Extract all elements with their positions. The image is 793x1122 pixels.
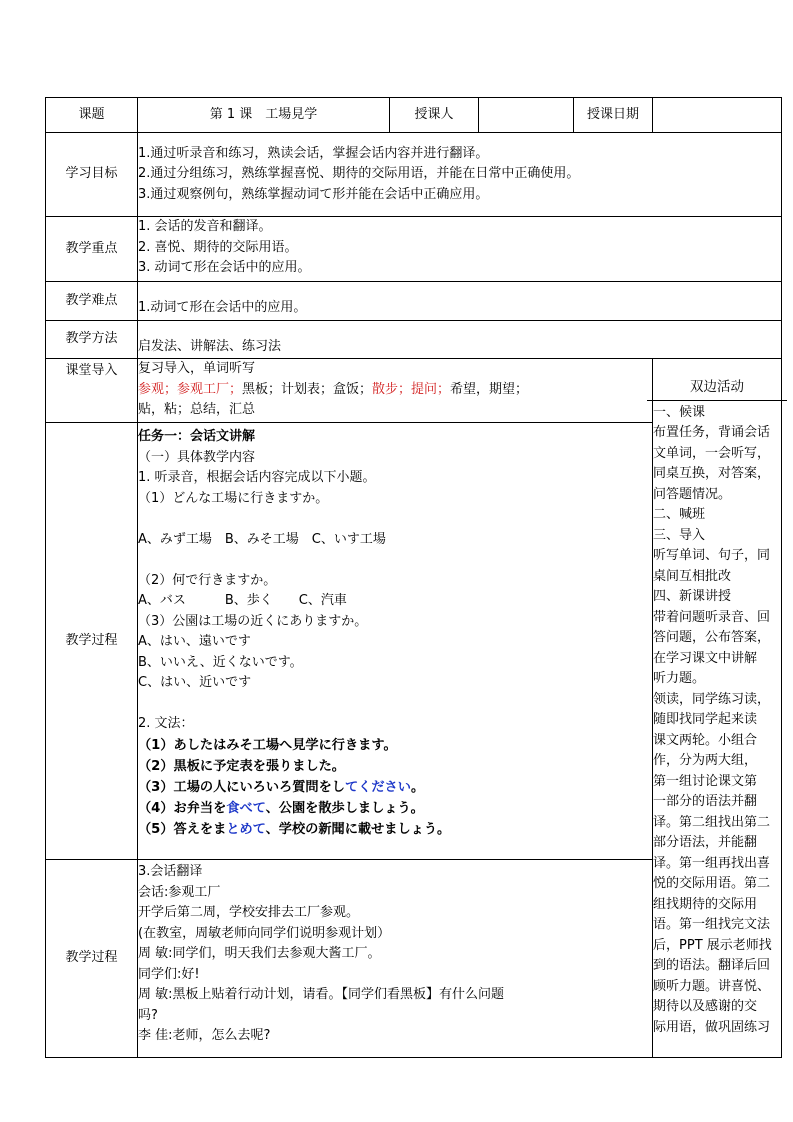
activity-line: 后，PPT 展示老师找 xyxy=(653,937,772,953)
activity-line: 第一组讨论课文第 xyxy=(653,773,758,789)
grammar-item xyxy=(138,777,652,798)
activity-line: 同桌互换，对答案， xyxy=(653,466,771,481)
objective-item: 2.通过分组练习，熟练掌握喜悦、期待的交际用语，并能在日常中正确使用。 xyxy=(138,166,580,182)
grammar-highlight: 食べて xyxy=(226,800,266,816)
methods-row xyxy=(46,321,782,359)
vocab-red-c: 散步；提问； xyxy=(372,381,451,397)
activities-title: 双边活动 xyxy=(690,379,745,395)
activity-line: 课文两轮。小组合 xyxy=(653,732,758,748)
header-row xyxy=(46,98,782,133)
spacer xyxy=(138,550,652,571)
activity-line: 问答题情况。 xyxy=(653,486,732,502)
key-point-item: 3. 动词て形在会话中的应用。 xyxy=(138,260,311,275)
grammar-text: （3）工場の人にいろいろ質問をし xyxy=(138,779,345,795)
objectives-label: 学习目标 xyxy=(46,133,138,217)
grammar-text: 、学校の新聞に載せましょう。 xyxy=(265,821,451,837)
activity-line: 随即找同学起来读 xyxy=(653,712,758,727)
activity-line: 领读，同学练习读， xyxy=(653,691,771,707)
activity-line: 听力题。 xyxy=(653,671,706,686)
difficulties-content xyxy=(138,282,782,321)
spacer xyxy=(138,694,652,715)
activity-line: 译。第二组找出第二 xyxy=(653,814,771,830)
intro-vocab xyxy=(138,380,652,401)
dialogue-line: 开学后第二周，学校安排去工厂参观。 xyxy=(138,905,360,920)
activity-line: 到的语法。翻译后回 xyxy=(653,958,771,973)
topic-value: 第 1 课 工場見学 xyxy=(138,98,390,133)
activity-line: 带着问题听录音、回 xyxy=(653,609,771,625)
activity-line: 悦的交际用语。第二 xyxy=(653,876,771,891)
activity-line: 在学习课文中讲解 xyxy=(653,650,758,666)
difficulty-item: 1.动词て形在会话中的应用。 xyxy=(138,299,307,315)
activity-line: 布置任务，背诵会话 xyxy=(653,425,771,440)
activity-line: 部分语法，并能翻 xyxy=(653,835,758,850)
question-1: （1）どんな工場に行きますか。 xyxy=(138,490,329,506)
vocab-red-a: 参观；参观工厂； xyxy=(138,381,243,397)
key-points-label: 教学重点 xyxy=(46,217,138,282)
objective-item: 3.通过观察例句，熟练掌握动词て形并能在会话中正确应用。 xyxy=(138,186,489,202)
date-value xyxy=(653,98,782,133)
question-2: （2）何で行きますか。 xyxy=(138,572,277,588)
activities-column xyxy=(653,359,782,1058)
task-title: 任务一：会话文讲解 xyxy=(138,429,256,444)
dialogue-line: (在教室，周敏老师向同学们说明参观计划） xyxy=(138,925,391,941)
objectives-content xyxy=(138,133,782,217)
activities-divider xyxy=(647,400,787,401)
activity-line: 一部分的语法并翻 xyxy=(653,794,758,809)
intro-vocab-2: 贴，粘；总结，汇总 xyxy=(138,402,256,417)
grammar-item xyxy=(138,819,652,840)
dialogue-line: 会话:参观工厂 xyxy=(138,884,221,900)
activity-line: 期待以及感谢的交 xyxy=(653,999,758,1014)
date-label: 授课日期 xyxy=(574,98,653,133)
activity-line: 译。第一组再找出喜 xyxy=(653,855,771,871)
grammar-text: （5）答えをま xyxy=(138,821,227,837)
activities-list xyxy=(653,403,781,1039)
activity-line: 文单词，一会听写， xyxy=(653,445,771,461)
activity-line: 语。第一组找完文法 xyxy=(653,917,771,932)
question-3: （3）公園は工場の近くにありますか。 xyxy=(138,613,368,629)
question-1-options: A、みず工場 B、みそ工場 C、いす工場 xyxy=(138,531,386,547)
vocab-d: 希望，期望； xyxy=(450,381,529,397)
grammar-title: 2. 文法： xyxy=(138,716,194,731)
key-points-row xyxy=(46,217,782,282)
activity-line: 答问题，公布答案， xyxy=(653,630,771,645)
grammar-list xyxy=(138,735,652,840)
translation-title: 3.会话翻译 xyxy=(138,864,203,879)
activity-line: 桌间互相批改 xyxy=(653,568,732,584)
question-3-option-a: A、はい、遠いです xyxy=(138,634,251,649)
dialogue-line: 周 敏:黑板上贴着行动计划，请看。【同学们看黑板】有什么问题 xyxy=(138,987,505,1002)
activity-line: 作，分为两大组， xyxy=(653,753,758,768)
process-content-2 xyxy=(138,860,653,1058)
intro-row xyxy=(46,359,782,423)
intro-content xyxy=(138,359,653,423)
vocab-b: 黑板；计划表；盒饭； xyxy=(242,381,373,397)
methods-text: 启发法、讲解法、练习法 xyxy=(138,338,282,354)
lesson-plan-table xyxy=(45,97,782,1058)
activity-line: 组找期待的交际用 xyxy=(653,896,758,912)
grammar-text: 、公園を散歩しましょう。 xyxy=(265,800,424,816)
grammar-highlight: とめて xyxy=(226,821,266,837)
spacer xyxy=(138,509,652,530)
objectives-row xyxy=(46,133,782,217)
key-point-item: 2. 喜悦、期待的交际用语。 xyxy=(138,239,298,255)
activity-line: 二、喊班 xyxy=(653,507,706,522)
methods-label: 教学方法 xyxy=(46,321,138,359)
dialogue-line: 周 敏:同学们，明天我们去参观大酱工厂。 xyxy=(138,946,381,961)
activity-line: 顾听力题。讲喜悦、 xyxy=(653,978,771,994)
dialogue-line: 同学们:好! xyxy=(138,966,200,982)
difficulties-row xyxy=(46,282,782,321)
teacher-value xyxy=(479,98,574,133)
grammar-text: 。 xyxy=(410,779,425,795)
process-label: 教学过程 xyxy=(46,423,138,860)
grammar-item: （2）黒板に予定表を張りました。 xyxy=(138,758,345,774)
difficulties-label: 教学难点 xyxy=(46,282,138,321)
key-point-item: 1. 会话的发音和翻译。 xyxy=(138,219,272,234)
process-content xyxy=(138,423,653,860)
key-points-content xyxy=(138,217,782,282)
activity-line: 一、候课 xyxy=(653,404,706,420)
activity-line: 三、导入 xyxy=(653,527,706,543)
topic-label: 课题 xyxy=(46,98,138,133)
objective-item: 1.通过听录音和练习，熟读会话，掌握会话内容并进行翻译。 xyxy=(138,145,489,161)
question-3-option-c: C、はい、近いです xyxy=(138,675,252,690)
grammar-text: （4）お弁当を xyxy=(138,800,227,816)
activity-line: 听写单词、句子，同 xyxy=(653,548,771,563)
methods-content xyxy=(138,321,782,359)
grammar-item: （1）あしたはみそ工場へ見学に行きます。 xyxy=(138,737,397,753)
question-2-options: A、バス B、歩く C、汽車 xyxy=(138,593,347,608)
sub-heading: （一）具体教学内容 xyxy=(138,449,256,465)
listen-title: 1. 听录音，根据会话内容完成以下小题。 xyxy=(138,470,376,485)
intro-label: 课堂导入 xyxy=(46,359,138,423)
grammar-highlight: てください xyxy=(345,779,411,795)
activity-line: 四、新课讲授 xyxy=(653,589,732,604)
process-label-2: 教学过程 xyxy=(46,860,138,1058)
intro-line: 复习导入，单词听写 xyxy=(138,361,256,376)
dialogue-line: 吗? xyxy=(138,1007,158,1023)
dialogue-line: 李 佳:老师，怎么去呢? xyxy=(138,1028,271,1043)
teacher-label: 授课人 xyxy=(390,98,479,133)
grammar-item xyxy=(138,798,652,819)
activity-line: 际用语，做巩固练习 xyxy=(653,1019,771,1035)
question-3-option-b: B、いいえ、近くないです。 xyxy=(138,654,303,670)
